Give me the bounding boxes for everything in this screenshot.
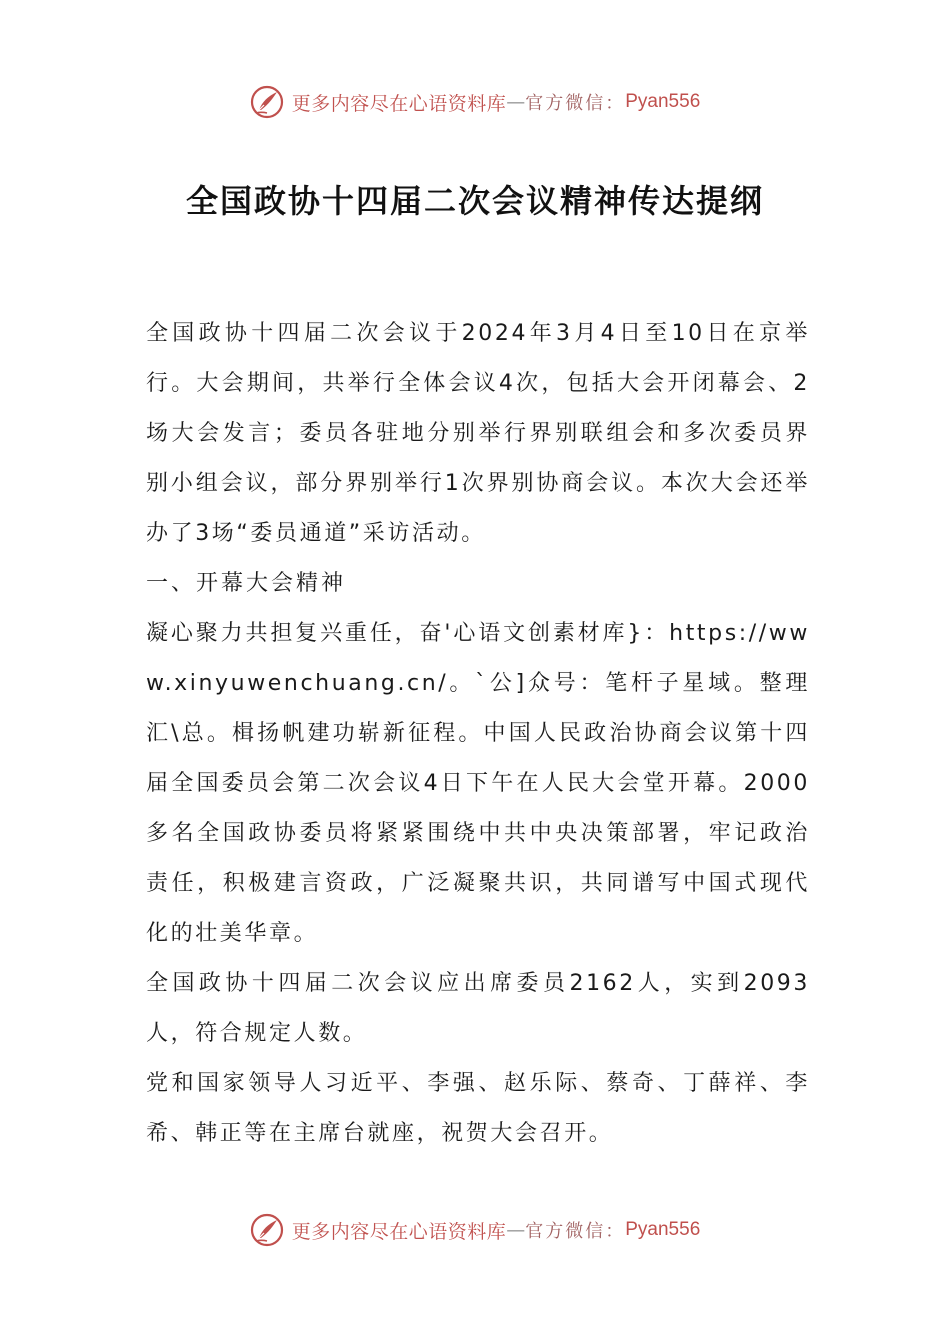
banner-brand-text: 更多内容尽在心语资料库	[291, 1220, 507, 1243]
document-body	[146, 309, 810, 1159]
paragraph-intro: 全国政协十四届二次会议于2024年3月4日至10日在京举行。大会期间，共举行全体会议4次，包括大会开闭幕会、2场大会发言；委员各驻地分别举行界别联组会和多次委员界别小组会议，部分界别举行1次界别协商会议。本次大会还举办了3场“委员通道”采访活动。	[146, 321, 810, 546]
header-banner	[0, 82, 950, 122]
banner-wechat-id: Pyan556	[625, 91, 701, 112]
banner-separator: —	[506, 1219, 526, 1241]
banner-wechat-id: Pyan556	[625, 1219, 701, 1240]
quill-logo-icon	[250, 85, 284, 119]
banner-separator: —	[506, 91, 526, 113]
banner-brand-text: 更多内容尽在心语资料库	[291, 92, 507, 115]
paragraph-leaders: 党和国家领导人习近平、李强、赵乐际、蔡奇、丁薛祥、李希、韩正等在主席台就座，祝贺大会召开。	[146, 1071, 810, 1146]
document-title: 全国政协十四届二次会议精神传达提纲	[185, 182, 764, 220]
quill-logo-icon	[250, 1213, 284, 1247]
paragraph-attendance: 全国政协十四届二次会议应出席委员2162人，实到2093人，符合规定人数。	[146, 971, 810, 1046]
footer-banner	[0, 1210, 950, 1250]
banner-wechat-label: 官方微信：	[525, 93, 626, 114]
section-heading: 一、开幕大会精神	[146, 571, 347, 596]
paragraph-opening: 凝心聚力共担复兴重任，奋'心语文创素材库}：https://www.xinyuwenchuang.cn/。`公]众号：笔杆子星域。整理汇\总。楫扬帆建功崭新征程。中国人民政治协商会议第十四届全国委员会第二次会议4日下午在人民大会堂开幕。2000多名全国政协委员将紧紧围绕中共中央决策部署，牢记政治责任，积极建言资政，广泛凝聚共识，共同谱写中国式现代化的壮美华章。	[146, 621, 810, 946]
banner-wechat-label: 官方微信：	[525, 1221, 626, 1242]
